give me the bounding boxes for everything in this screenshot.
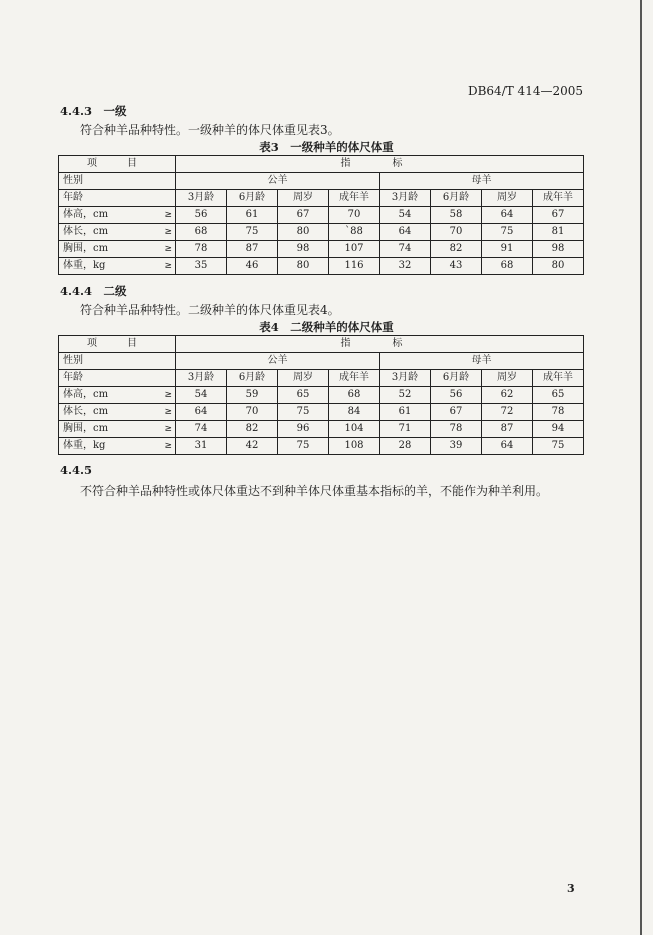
item-header: 项 目 xyxy=(59,336,176,353)
indicator-header: 指 标 xyxy=(176,336,584,353)
value-cell: 116 xyxy=(329,258,380,275)
table-row xyxy=(59,438,584,455)
value-cell: 61 xyxy=(380,404,431,421)
table-row xyxy=(59,421,584,438)
row-label xyxy=(59,224,176,241)
value-cell: 82 xyxy=(431,241,482,258)
age-label: 年龄 xyxy=(59,370,176,387)
row-label xyxy=(59,241,176,258)
value-cell: 75 xyxy=(227,224,278,241)
row-label-text: 体长，cm xyxy=(63,406,109,417)
value-cell: 70 xyxy=(227,404,278,421)
table-header-row xyxy=(59,353,584,370)
value-cell: 54 xyxy=(176,387,227,404)
table3 xyxy=(58,155,584,275)
value-cell: 56 xyxy=(176,207,227,224)
table4-caption: 表4 二级种羊的体尺体重 xyxy=(259,320,394,334)
section-text-4-4-4: 符合种羊品种特性。二级种羊的体尺体重见表4。 xyxy=(80,303,340,317)
table-row xyxy=(59,224,584,241)
value-cell: 78 xyxy=(431,421,482,438)
row-label-text: 胸围，cm xyxy=(63,243,109,254)
age-cell: 成年羊 xyxy=(533,370,584,387)
male-header: 公羊 xyxy=(176,353,380,370)
row-label xyxy=(59,258,176,275)
ge-symbol: ≥ xyxy=(164,441,172,451)
table-row xyxy=(59,207,584,224)
value-cell: 78 xyxy=(176,241,227,258)
value-cell: 78 xyxy=(533,404,584,421)
row-label-text: 体重，kg xyxy=(63,260,106,271)
value-cell: 56 xyxy=(431,387,482,404)
table-row xyxy=(59,404,584,421)
value-cell: 82 xyxy=(227,421,278,438)
ge-symbol: ≥ xyxy=(164,261,172,271)
value-cell: 68 xyxy=(482,258,533,275)
age-cell: 成年羊 xyxy=(533,190,584,207)
value-cell: 104 xyxy=(329,421,380,438)
age-cell: 成年羊 xyxy=(329,370,380,387)
sex-label: 性别 xyxy=(59,353,176,370)
value-cell: 74 xyxy=(176,421,227,438)
row-label-text: 体长，cm xyxy=(63,226,109,237)
value-cell: 81 xyxy=(533,224,584,241)
age-cell: 6月龄 xyxy=(227,370,278,387)
table4 xyxy=(58,335,584,455)
row-label xyxy=(59,207,176,224)
table-row xyxy=(59,241,584,258)
sex-label: 性别 xyxy=(59,173,176,190)
value-cell: 65 xyxy=(278,387,329,404)
value-cell: 67 xyxy=(278,207,329,224)
value-cell: 65 xyxy=(533,387,584,404)
age-cell: 周岁 xyxy=(278,190,329,207)
table-header-row xyxy=(59,173,584,190)
section-heading-4-4-5: 4.4.5 xyxy=(60,463,93,477)
value-cell: 64 xyxy=(380,224,431,241)
age-header-row xyxy=(59,370,584,387)
row-label-text: 体高，cm xyxy=(63,389,109,400)
section-heading-4-4-3: 4.4.3 一级 xyxy=(60,104,127,118)
item-header: 项 目 xyxy=(59,156,176,173)
ge-symbol: ≥ xyxy=(164,390,172,400)
value-cell: 67 xyxy=(431,404,482,421)
age-cell: 6月龄 xyxy=(431,370,482,387)
value-cell: 64 xyxy=(482,207,533,224)
value-cell: 39 xyxy=(431,438,482,455)
value-cell: 68 xyxy=(176,224,227,241)
age-cell: 3月龄 xyxy=(176,370,227,387)
age-cell: 周岁 xyxy=(482,190,533,207)
table3-caption: 表3 一级种羊的体尺体重 xyxy=(259,140,394,154)
value-cell: 98 xyxy=(278,241,329,258)
page-number: 3 xyxy=(567,882,575,895)
row-label-text: 体高，cm xyxy=(63,209,109,220)
value-cell: 32 xyxy=(380,258,431,275)
age-header-row xyxy=(59,190,584,207)
value-cell: `88 xyxy=(329,224,380,241)
value-cell: 54 xyxy=(380,207,431,224)
row-label xyxy=(59,421,176,438)
indicator-header: 指 标 xyxy=(176,156,584,173)
age-cell: 周岁 xyxy=(482,370,533,387)
value-cell: 74 xyxy=(380,241,431,258)
table-header-row xyxy=(59,336,584,353)
value-cell: 75 xyxy=(533,438,584,455)
female-header: 母羊 xyxy=(380,173,584,190)
ge-symbol: ≥ xyxy=(164,227,172,237)
age-cell: 6月龄 xyxy=(227,190,278,207)
row-label-text: 体重，kg xyxy=(63,440,106,451)
age-label: 年龄 xyxy=(59,190,176,207)
row-label xyxy=(59,404,176,421)
value-cell: 80 xyxy=(533,258,584,275)
value-cell: 28 xyxy=(380,438,431,455)
age-cell: 6月龄 xyxy=(431,190,482,207)
value-cell: 46 xyxy=(227,258,278,275)
female-header: 母羊 xyxy=(380,353,584,370)
value-cell: 42 xyxy=(227,438,278,455)
section-text-4-4-3: 符合种羊品种特性。一级种羊的体尺体重见表3。 xyxy=(80,123,340,137)
value-cell: 70 xyxy=(431,224,482,241)
value-cell: 94 xyxy=(533,421,584,438)
value-cell: 75 xyxy=(482,224,533,241)
row-label xyxy=(59,438,176,455)
age-cell: 周岁 xyxy=(278,370,329,387)
value-cell: 58 xyxy=(431,207,482,224)
value-cell: 67 xyxy=(533,207,584,224)
value-cell: 98 xyxy=(533,241,584,258)
row-label-text: 胸围，cm xyxy=(63,423,109,434)
value-cell: 72 xyxy=(482,404,533,421)
section-heading-4-4-4: 4.4.4 二级 xyxy=(60,284,127,298)
value-cell: 87 xyxy=(227,241,278,258)
value-cell: 108 xyxy=(329,438,380,455)
ge-symbol: ≥ xyxy=(164,244,172,254)
age-cell: 3月龄 xyxy=(380,190,431,207)
ge-symbol: ≥ xyxy=(164,424,172,434)
value-cell: 75 xyxy=(278,438,329,455)
ge-symbol: ≥ xyxy=(164,407,172,417)
value-cell: 61 xyxy=(227,207,278,224)
value-cell: 75 xyxy=(278,404,329,421)
table-header-row xyxy=(59,156,584,173)
value-cell: 35 xyxy=(176,258,227,275)
value-cell: 31 xyxy=(176,438,227,455)
section-text-4-4-5: 不符合种羊品种特性或体尺体重达不到种羊体尺体重基本指标的羊，不能作为种羊利用。 xyxy=(80,484,549,498)
ge-symbol: ≥ xyxy=(164,210,172,220)
table-row xyxy=(59,258,584,275)
value-cell: 71 xyxy=(380,421,431,438)
value-cell: 43 xyxy=(431,258,482,275)
value-cell: 107 xyxy=(329,241,380,258)
value-cell: 84 xyxy=(329,404,380,421)
value-cell: 96 xyxy=(278,421,329,438)
value-cell: 52 xyxy=(380,387,431,404)
table-row xyxy=(59,387,584,404)
value-cell: 62 xyxy=(482,387,533,404)
age-cell: 成年羊 xyxy=(329,190,380,207)
value-cell: 59 xyxy=(227,387,278,404)
value-cell: 64 xyxy=(176,404,227,421)
row-label xyxy=(59,387,176,404)
document-code: DB64/T 414—2005 xyxy=(467,84,583,98)
value-cell: 80 xyxy=(278,258,329,275)
age-cell: 3月龄 xyxy=(380,370,431,387)
age-cell: 3月龄 xyxy=(176,190,227,207)
value-cell: 70 xyxy=(329,207,380,224)
value-cell: 64 xyxy=(482,438,533,455)
value-cell: 91 xyxy=(482,241,533,258)
value-cell: 68 xyxy=(329,387,380,404)
value-cell: 87 xyxy=(482,421,533,438)
value-cell: 80 xyxy=(278,224,329,241)
male-header: 公羊 xyxy=(176,173,380,190)
